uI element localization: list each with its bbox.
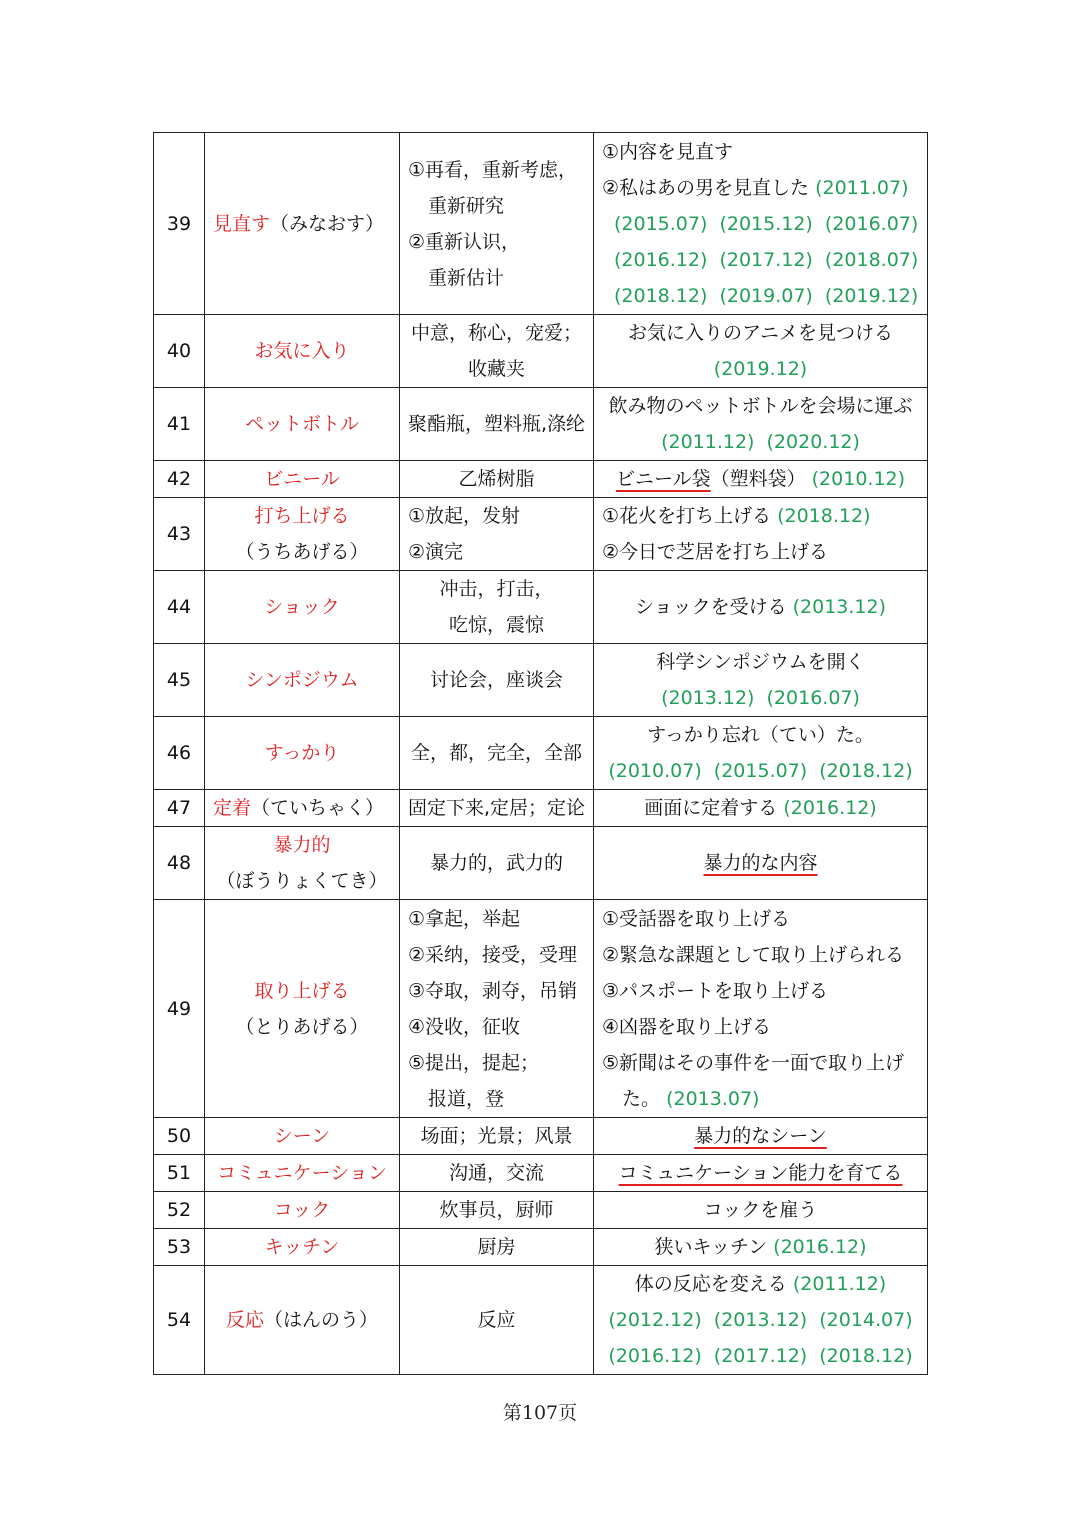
exam-year: (2018.12) [819, 760, 913, 782]
exam-year: (2019.12) [824, 284, 919, 307]
reading: （みなおす） [270, 212, 385, 235]
row-number: 42 [154, 461, 205, 498]
table-row [154, 461, 928, 498]
meaning-line: 收藏夹 [467, 358, 525, 380]
example-cell [594, 498, 928, 571]
example-cell [594, 790, 928, 827]
word-cell [205, 644, 400, 717]
keyword: シーン [273, 1125, 331, 1147]
meaning-line: 暴力的，武力的 [429, 852, 563, 874]
meaning-line: 讨论会，座谈会 [429, 669, 563, 691]
word-cell [205, 827, 400, 900]
example-cell [594, 1266, 928, 1375]
table-row [154, 1266, 928, 1375]
table-row [154, 790, 928, 827]
keyword: 取り上げる [254, 979, 350, 1002]
keyword: ペットボトル [244, 413, 359, 435]
meaning-cell [400, 498, 594, 571]
meaning-line: ②演完 [408, 541, 464, 563]
meaning-cell [400, 1118, 594, 1155]
meaning-line: 中意，称心，宠爱； [410, 322, 582, 344]
exam-year: (2013.12) [713, 1309, 808, 1331]
meaning-cell [400, 1229, 594, 1266]
example-line: すっかり忘れ（てい）た。 [647, 724, 874, 746]
meaning-line: 重新研究 [428, 194, 505, 217]
example-cell [594, 717, 928, 790]
reading: （うちあげる） [235, 541, 369, 563]
exam-year: (2017.12) [719, 248, 813, 271]
table-row [154, 717, 928, 790]
example-cell [594, 827, 928, 900]
exam-year: (2019.07) [719, 284, 813, 307]
exam-year: (2016.12) [608, 1345, 702, 1367]
row-number: 45 [154, 644, 205, 717]
meaning-cell [400, 1155, 594, 1192]
exam-year: (2012.12) [608, 1309, 702, 1331]
row-number: 49 [154, 900, 205, 1118]
keyword: ショック [264, 596, 340, 618]
example-line: 暴力的なシーン [694, 1125, 827, 1147]
exam-year: (2018.12) [777, 505, 871, 527]
meaning-line: ①再看，重新考虑， [408, 158, 578, 181]
exam-year: (2011.12) [792, 1273, 887, 1295]
example-cell [594, 1155, 928, 1192]
meaning-line: 炊事员，厨师 [439, 1199, 554, 1221]
exam-year: (2018.12) [819, 1345, 913, 1367]
exam-year: (2020.12) [766, 431, 860, 453]
meaning-line: ①拿起，举起 [408, 907, 521, 930]
meaning-line: 全，都，完全，全部 [410, 742, 582, 764]
meaning-line: ④没收，征收 [408, 1015, 521, 1038]
example-line: ②今日で芝居を打ち上げる [602, 541, 829, 563]
exam-year: (2013.07) [666, 1087, 760, 1110]
meaning-line: 沟通，交流 [448, 1162, 544, 1184]
meaning-line: 重新估计 [428, 266, 505, 289]
meaning-line: 吃惊，震惊 [448, 614, 544, 636]
example-line: コックを雇う [703, 1199, 818, 1221]
example-line: ①受話器を取り上げる [602, 907, 791, 930]
example-line: ショックを受ける [634, 596, 787, 618]
word-cell [205, 1118, 400, 1155]
exam-year: (2010.07) [608, 760, 702, 782]
meaning-line: ②重新认识， [408, 230, 521, 253]
exam-year: (2010.12) [811, 468, 906, 490]
row-number: 52 [154, 1192, 205, 1229]
word-cell [205, 717, 400, 790]
table-row [154, 644, 928, 717]
example-line: 科学シンポジウムを開く [656, 651, 865, 673]
word-cell [205, 315, 400, 388]
meaning-cell [400, 315, 594, 388]
example-line: 狭いキッチン [654, 1236, 768, 1258]
example-cell [594, 1229, 928, 1266]
exam-year: (2011.12) [661, 431, 755, 453]
keyword: 見直す [213, 212, 271, 235]
word-cell [205, 461, 400, 498]
keyword: 打ち上げる [254, 505, 350, 527]
meaning-cell [400, 388, 594, 461]
meaning-line: 冲击，打击， [439, 578, 554, 600]
example-line: お気に入りのアニメを見つける [627, 322, 894, 344]
example-line: ③パスポートを取り上げる [602, 979, 829, 1002]
word-cell [205, 900, 400, 1118]
meaning-line: 固定下来,定居；定论 [408, 797, 586, 819]
meaning-cell [400, 900, 594, 1118]
table-row [154, 315, 928, 388]
word-cell [205, 388, 400, 461]
table-row [154, 571, 928, 644]
vocabulary-table [153, 132, 928, 1375]
example-cell [594, 1192, 928, 1229]
exam-year: (2015.07) [713, 760, 808, 782]
table-row [154, 1118, 928, 1155]
row-number: 39 [154, 133, 205, 315]
table-row [154, 900, 928, 1118]
example-cell [594, 133, 928, 315]
example-line: 体の反応を変える [634, 1273, 787, 1295]
example-line: 画面に定着する [644, 797, 778, 819]
keyword: 定着 [213, 797, 252, 819]
table-row [154, 827, 928, 900]
meaning-line: 乙烯树脂 [458, 468, 535, 490]
keyword: コック [273, 1199, 331, 1221]
meaning-line: 反应 [477, 1309, 516, 1331]
exam-year: (2016.12) [773, 1236, 867, 1258]
meaning-cell [400, 461, 594, 498]
exam-year: (2016.12) [783, 797, 877, 819]
meaning-line: 报道，登 [428, 1087, 505, 1110]
meaning-cell [400, 827, 594, 900]
row-number: 53 [154, 1229, 205, 1266]
meaning-line: ②采纳，接受，受理 [408, 943, 578, 966]
example-line: 暴力的な内容 [703, 852, 818, 874]
word-cell [205, 133, 400, 315]
row-number: 50 [154, 1118, 205, 1155]
exam-year: (2014.07) [819, 1309, 913, 1331]
table-row [154, 133, 928, 315]
word-cell [205, 571, 400, 644]
row-number: 51 [154, 1155, 205, 1192]
row-number: 46 [154, 717, 205, 790]
example-cell [594, 1118, 928, 1155]
table-row [154, 498, 928, 571]
keyword: お気に入り [254, 340, 350, 362]
example-cell [594, 644, 928, 717]
word-cell [205, 1229, 400, 1266]
meaning-line: 厨房 [477, 1236, 516, 1258]
row-number: 47 [154, 790, 205, 827]
exam-year: (2013.12) [661, 687, 755, 709]
exam-year: (2016.12) [614, 248, 708, 271]
row-number: 54 [154, 1266, 205, 1375]
meaning-cell [400, 644, 594, 717]
exam-year: (2015.07) [614, 212, 708, 235]
reading: （ていちゃく） [251, 797, 385, 819]
example-line: ビニール袋 [615, 468, 711, 490]
exam-year: (2016.07) [766, 687, 860, 709]
meaning-line: ③夺取，剥夺，吊销 [408, 979, 578, 1002]
word-cell [205, 498, 400, 571]
exam-year: (2018.12) [614, 284, 708, 307]
example-cell [594, 900, 928, 1118]
meaning-line: ⑤提出，提起； [408, 1051, 540, 1074]
keyword: キッチン [264, 1236, 340, 1258]
row-number: 43 [154, 498, 205, 571]
example-cell [594, 315, 928, 388]
exam-year: (2018.07) [824, 248, 919, 271]
word-cell [205, 1266, 400, 1375]
row-number: 40 [154, 315, 205, 388]
exam-year: (2015.12) [719, 212, 813, 235]
page-number: 第107页 [502, 1402, 578, 1424]
example-cell [594, 388, 928, 461]
example-gloss: （塑料袋） [710, 468, 806, 490]
exam-year: (2011.07) [815, 176, 909, 199]
table-row [154, 388, 928, 461]
keyword: 暴力的 [273, 834, 331, 856]
meaning-cell [400, 1192, 594, 1229]
meaning-cell [400, 1266, 594, 1375]
exam-year: (2019.12) [713, 358, 808, 380]
meaning-line: 聚酯瓶，塑料瓶,涤纶 [408, 413, 586, 435]
word-cell [205, 1192, 400, 1229]
reading: （はんのう） [264, 1309, 379, 1331]
keyword: 反応 [225, 1309, 264, 1331]
row-number: 48 [154, 827, 205, 900]
exam-year: (2016.07) [824, 212, 919, 235]
meaning-cell [400, 790, 594, 827]
keyword: コミュニケーション [217, 1162, 387, 1184]
reading: （ぼうりょくてき） [216, 870, 388, 892]
meaning-line: ①放起，发射 [408, 505, 521, 527]
example-cell [594, 461, 928, 498]
table-row [154, 1229, 928, 1266]
example-line: ②私はあの男を見直した [602, 176, 810, 199]
keyword: シンポジウム [245, 669, 359, 691]
example-cell [594, 571, 928, 644]
word-cell [205, 790, 400, 827]
example-line: ④凶器を取り上げる [602, 1015, 772, 1038]
meaning-cell [400, 133, 594, 315]
word-cell [205, 1155, 400, 1192]
example-line: た。 [622, 1087, 661, 1110]
example-line: ①内容を見直す [602, 140, 734, 163]
keyword: すっかり [264, 742, 340, 764]
exam-year: (2017.12) [713, 1345, 808, 1367]
meaning-cell [400, 571, 594, 644]
example-line: コミュニケーション能力を育てる [618, 1162, 903, 1184]
example-line: ①花火を打ち上げる [602, 505, 772, 527]
keyword: ビニール [264, 468, 340, 490]
meaning-cell [400, 717, 594, 790]
table-row [154, 1192, 928, 1229]
meaning-line: 场面；光景；风景 [420, 1125, 573, 1147]
example-line: ⑤新聞はその事件を一面で取り上げ [602, 1051, 905, 1074]
row-number: 44 [154, 571, 205, 644]
table-row [154, 1155, 928, 1192]
exam-year: (2013.12) [792, 596, 887, 618]
row-number: 41 [154, 388, 205, 461]
reading: （とりあげる） [235, 1015, 369, 1038]
example-line: ②緊急な課題として取り上げられる [602, 943, 905, 966]
example-line: 飲み物のペットボトルを会場に運ぶ [608, 395, 913, 417]
